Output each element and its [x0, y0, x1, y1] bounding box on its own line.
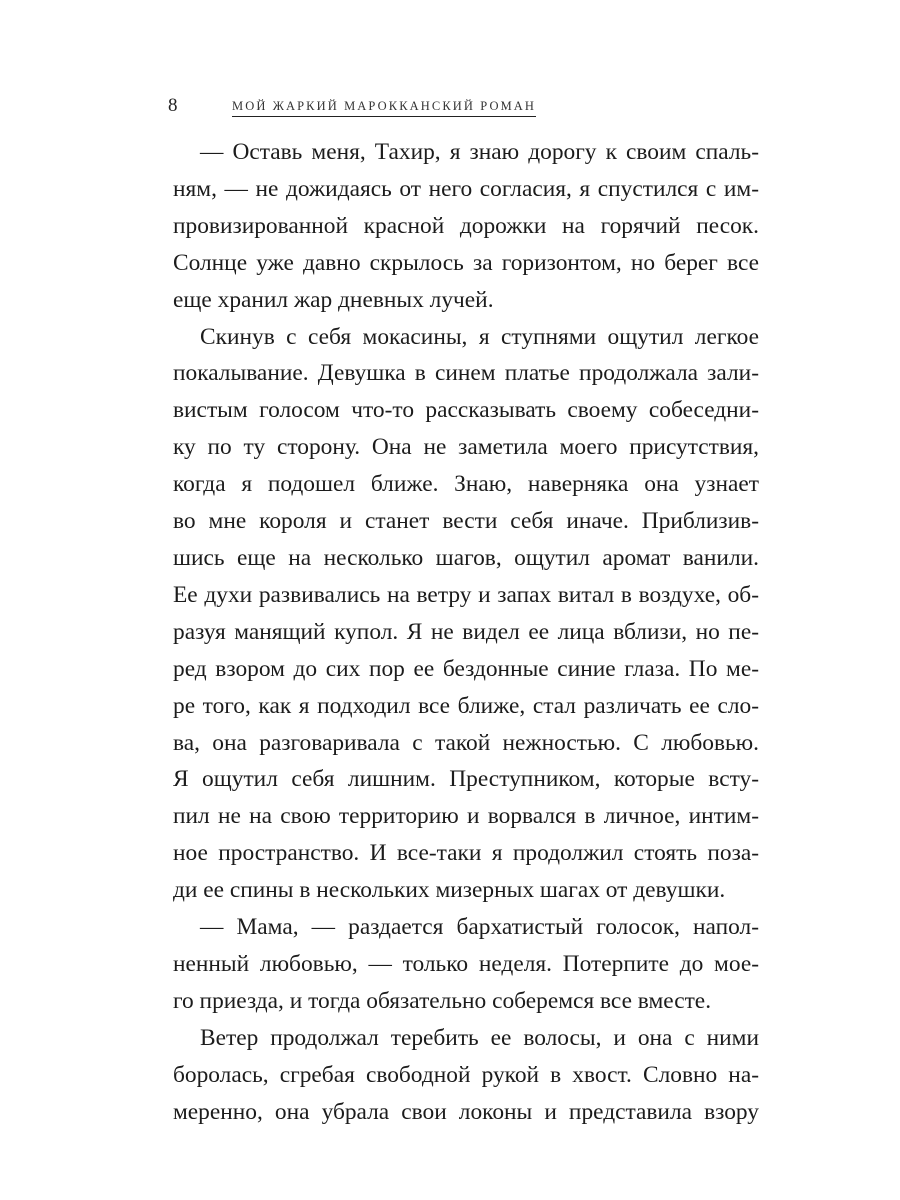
text-line: Солнце уже давно скрылось за горизонтом, но берег все: [173, 249, 759, 276]
paragraph-4: [173, 1020, 759, 1131]
text-line: — Оставь меня, Тахир, я знаю дорогу к своим спаль-: [200, 139, 759, 165]
text-line: разуя манящий купол. Я не видел ее лица вблизи, но пе-: [173, 618, 759, 645]
page-number: 8: [168, 95, 178, 116]
body-text: [173, 134, 759, 1130]
text-line: го приезда, и тогда обязательно соберемся все вместе.: [173, 987, 712, 1014]
text-line: Ветер продолжал теребить ее волосы, и она с ними: [200, 1024, 759, 1051]
text-line: Ее духи развивались на ветру и запах витал в воздухе, об-: [173, 581, 759, 608]
book-title: МОЙ ЖАРКИЙ МАРОККАНСКИЙ РОМАН: [232, 97, 536, 117]
text-line: Скинув с себя мокасины, я ступнями ощутил легкое: [200, 323, 759, 350]
text-line: меренно, она убрала свои локоны и представила взору: [173, 1098, 759, 1125]
paragraph-1: [173, 134, 759, 319]
text-line: боролась, сгребая свободной рукой в хвост. Словно на-: [173, 1061, 759, 1088]
text-line: вистым голосом что-то рассказывать своему собеседни-: [173, 397, 759, 424]
text-line: ва, она разговаривала с такой нежностью. С любовью.: [173, 729, 759, 756]
text-line: Я ощутил себя лишним. Преступником, которые всту-: [173, 766, 759, 793]
text-line: провизированной красной дорожки на горячий песок.: [173, 212, 759, 239]
text-line: когда я подошел ближе. Знаю, наверняка она узнает: [173, 471, 759, 498]
text-line: ку по ту сторону. Она не заметила моего присутствия,: [173, 434, 759, 461]
text-line: пил не на свою территорию и ворвался в личное, интим-: [173, 803, 759, 830]
paragraph-2: [173, 319, 759, 910]
text-line: ное пространство. И все-таки я продолжил стоять поза-: [173, 840, 759, 867]
text-line: покалывание. Девушка в синем платье продолжала зали-: [173, 360, 759, 387]
text-line: во мне короля и станет вести себя иначе. Приблизив-: [173, 508, 759, 535]
text-line: ред взором до сих пор ее бездонные синие глаза. По ме-: [173, 655, 759, 682]
text-line: ням, — не дожидаясь от него согласия, я спустился с им-: [173, 175, 759, 202]
text-line: ре того, как я подходил все ближе, стал различать ее сло-: [173, 692, 759, 719]
text-line: — Мама, — раздается бархатистый голосок, напол-: [200, 914, 759, 941]
text-line: ненный любовью, — только неделя. Потерпите до мое-: [173, 950, 759, 977]
text-line: ди ее спины в нескольких мизерных шагах от девушки.: [173, 877, 726, 904]
paragraph-3: [173, 909, 759, 1020]
text-line: еще хранил жар дневных лучей.: [173, 286, 494, 313]
text-line: шись еще на несколько шагов, ощутил аромат ванили.: [173, 544, 759, 571]
running-header: [168, 94, 758, 120]
